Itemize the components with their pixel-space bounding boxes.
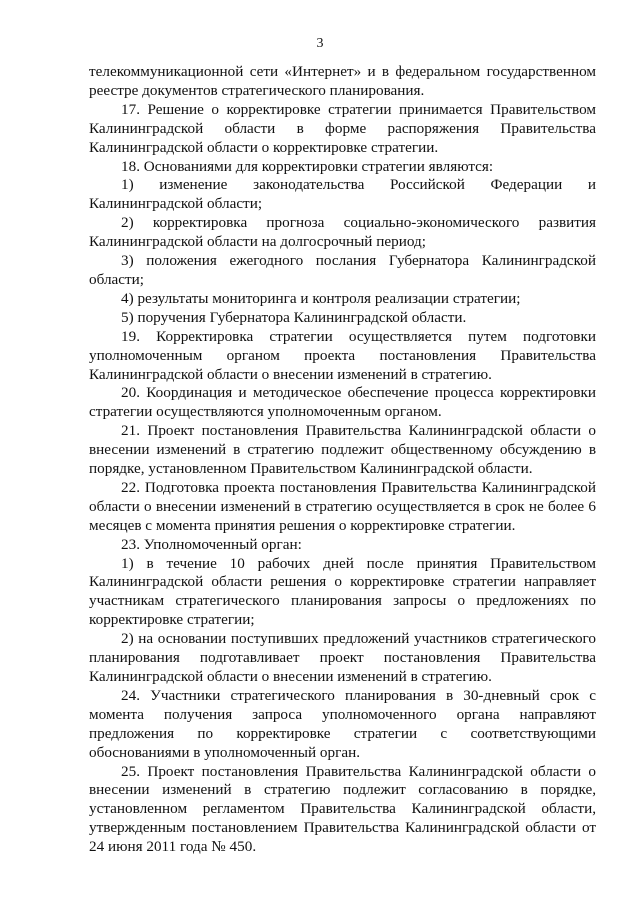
list-item-23-1: 1) в течение 10 рабочих дней после принятия Правительством Калининградской области решения о корректировке стратегии направляет участникам стратегического планирования запросы о предложениях по корректировке стратегии;	[89, 554, 596, 629]
paragraph-continuation: телекоммуникационной сети «Интернет» и в федеральном государственном реестре документов стратегического планирования.	[89, 63, 596, 99]
list-item-18-3: 3) положения ежегодного послания Губернатора Калининградской области;	[89, 252, 596, 288]
list-item-18-4: 4) результаты мониторинга и контроля реализации стратегии;	[121, 289, 521, 307]
list-item-18-1: 1) изменение законодательства Российской Федерации и Калининградской области;	[89, 176, 596, 213]
paragraph-18: 18. Основаниями для корректировки стратегии являются:	[121, 157, 494, 175]
paragraph-24: 24. Участники стратегического планирования в 30-дневный срок с момента получения запроса уполномоченного органа направляют предложения по корректировке стратегии с соответствующими обоснованиями в уполномоченный орган.	[89, 686, 596, 761]
paragraph-23: 23. Уполномоченный орган:	[121, 535, 302, 553]
paragraph-22: 22. Подготовка проекта постановления Правительства Калининградской области о внесении изменений в стратегию осуществляется в срок не более 6 месяцев с момента принятия решения о корректировке стратегии.	[89, 478, 596, 534]
document-body	[89, 63, 596, 857]
paragraph-25: 25. Проект постановления Правительства Калининградской области о внесении изменений в стратегию подлежит согласованию в порядке, установленном регламентом Правительства Калининградской области, утвержденным постановлением Правительства Калининградской области от 24 июня 2011 года № 450.	[89, 762, 596, 856]
page-number: 3	[316, 36, 324, 51]
list-item-23-2: 2) на основании поступивших предложений участников стратегического планирования подготавливает проект постановления Правительства Калининградской области о внесении изменений в стратегию.	[89, 630, 596, 685]
paragraph-20: 20. Координация и методическое обеспечение процесса корректировки стратегии осуществляются уполномоченным органом.	[89, 384, 596, 421]
paragraph-17: 17. Решение о корректировке стратегии принимается Правительством Калининградской области в форме распоряжения Правительства Калининградской области о корректировке стратегии.	[89, 100, 596, 156]
list-item-18-5: 5) поручения Губернатора Калининградской области.	[121, 308, 467, 326]
paragraph-21: 21. Проект постановления Правительства Калининградской области о внесении изменений в стратегию подлежит общественному обсуждению в порядке, установленном Правительством Калининградской области.	[89, 422, 596, 478]
list-item-18-2: 2) корректировка прогноза социально-экономического развития Калининградской области на долгосрочный период;	[89, 214, 596, 251]
paragraph-19: 19. Корректировка стратегии осуществляется путем подготовки уполномоченным органом проекта постановления Правительства Калининградской области о внесении изменений в стратегию.	[89, 327, 596, 383]
